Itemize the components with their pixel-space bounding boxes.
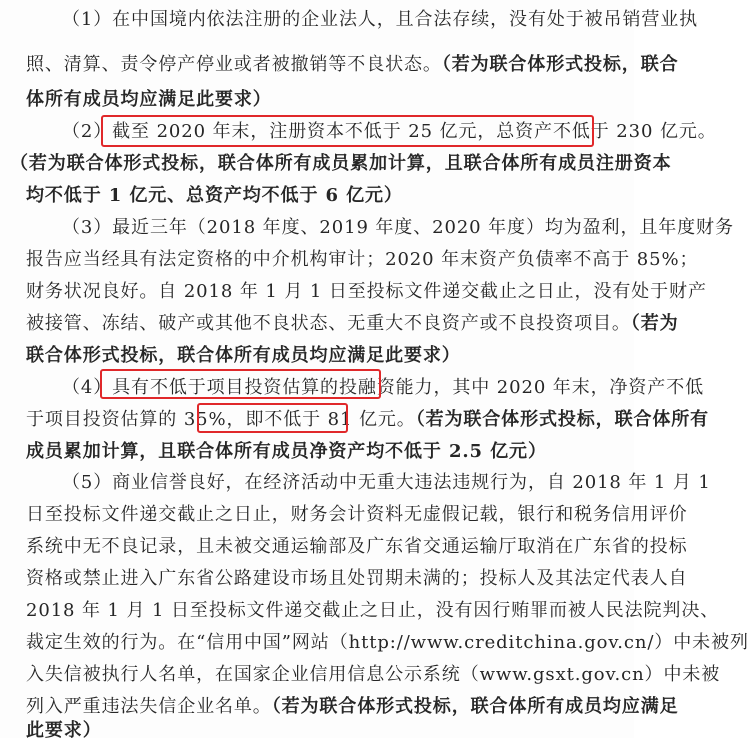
consortium-note: （若为联合体形式投标，联合体所有 xyxy=(415,409,710,430)
requirement-5-line: 2018 年 1 月 1 日至投标文件递交截止之日止，没有因行贿罪而被人民法院判决、 xyxy=(26,600,720,621)
requirement-5-text: 列入严重违法失信企业名单。 xyxy=(26,696,272,717)
consortium-note: 均不低于 1 亿元、总资产均不低于 6 亿元） xyxy=(26,185,403,206)
requirement-5-line xyxy=(26,694,679,720)
requirement-5-line: 裁定生效的行为。在“信用中国”网站（http://www.creditchina.gov.cn/）中未被列 xyxy=(26,632,749,653)
requirement-3-line xyxy=(26,311,679,337)
consortium-note: 联合体形式投标，联合体所有成员均应满足此要求） xyxy=(26,345,461,366)
requirement-1-text: 照、清算、责令停产停业或者被撤销等不良状态。 xyxy=(26,54,442,75)
highlight-box-financing xyxy=(100,369,381,399)
requirement-5-line: （5）商业信誉良好，在经济活动中无重大违法违规行为，自 2018 年 1 月 1 xyxy=(62,472,711,493)
consortium-note: （若为联合体形式投标，联合 xyxy=(441,54,679,75)
consortium-note: 体所有成员均应满足此要求） xyxy=(26,89,272,110)
requirement-4-number: （4） xyxy=(62,377,113,398)
consortium-note: 成员累加计算，且联合体所有成员净资产均不低于 2.5 亿元） xyxy=(26,441,547,462)
requirement-5-line: 系统中无不良记录，且未被交通运输部及广东省交通运输厅取消在广东省的投标 xyxy=(26,536,688,557)
requirement-3-text: 被接管、冻结、破产或其他不良状态、无重大不良资产或不良投资项目。 xyxy=(26,313,631,334)
highlighted-capital-requirement: 截至 2020 年末，注册资本不低于 25 亿元，总资产不低于 230 亿元。 xyxy=(112,121,717,142)
highlighted-financing-capacity: 具有不低于项目投资估算的投融资能力， xyxy=(112,377,453,398)
requirement-1-line: （1）在中国境内依法注册的企业法人，且合法存续，没有处于被吊销营业执 xyxy=(62,9,699,30)
requirement-4-line xyxy=(26,407,709,433)
highlighted-net-assets: 即不低于 81 亿元。 xyxy=(245,409,416,430)
requirement-4-text: 其中 2020 年末，净资产不低 xyxy=(452,377,705,398)
highlight-box-net-assets xyxy=(197,403,348,433)
consortium-note: （若为联合体形式投标，联合体所有成员均应满足 xyxy=(271,696,679,717)
requirement-3-line: 报告应当经具有法定资格的中介机构审计；2020 年末资产负债率不高于 85%； xyxy=(26,249,699,270)
requirement-3-line: （3）最近三年（2018 年度、2019 年度、2020 年度）均为盈利，且年度财务 xyxy=(62,217,734,238)
highlight-box-capital xyxy=(101,115,594,147)
requirement-2-number: （2） xyxy=(62,121,113,142)
requirement-3-line: 财务状况良好。自 2018 年 1 月 1 日至投标文件递交截止之日止，没有处于财产 xyxy=(26,281,707,302)
consortium-note: 此要求） xyxy=(26,720,102,741)
requirement-1-line xyxy=(26,52,679,78)
requirement-4-text: 于项目投资估算的 35%， xyxy=(26,409,246,430)
requirement-5-line: 入失信被执行人名单，在国家企业信用信息公示系统（www.gsxt.gov.cn）中未被 xyxy=(26,664,721,685)
consortium-note: （若为联合体形式投标，联合体所有成员累加计算，且联合体所有成员注册资本 xyxy=(10,153,672,174)
requirement-5-line: 日至投标文件递交截止之日止，财务会计资料无虚假记载，银行和税务信用评价 xyxy=(26,504,688,525)
requirement-5-line: 资格或禁止进入广东省公路建设市场且处罚期未满的；投标人及其法定代表人自 xyxy=(26,568,688,589)
consortium-note: （若为 xyxy=(630,313,679,334)
